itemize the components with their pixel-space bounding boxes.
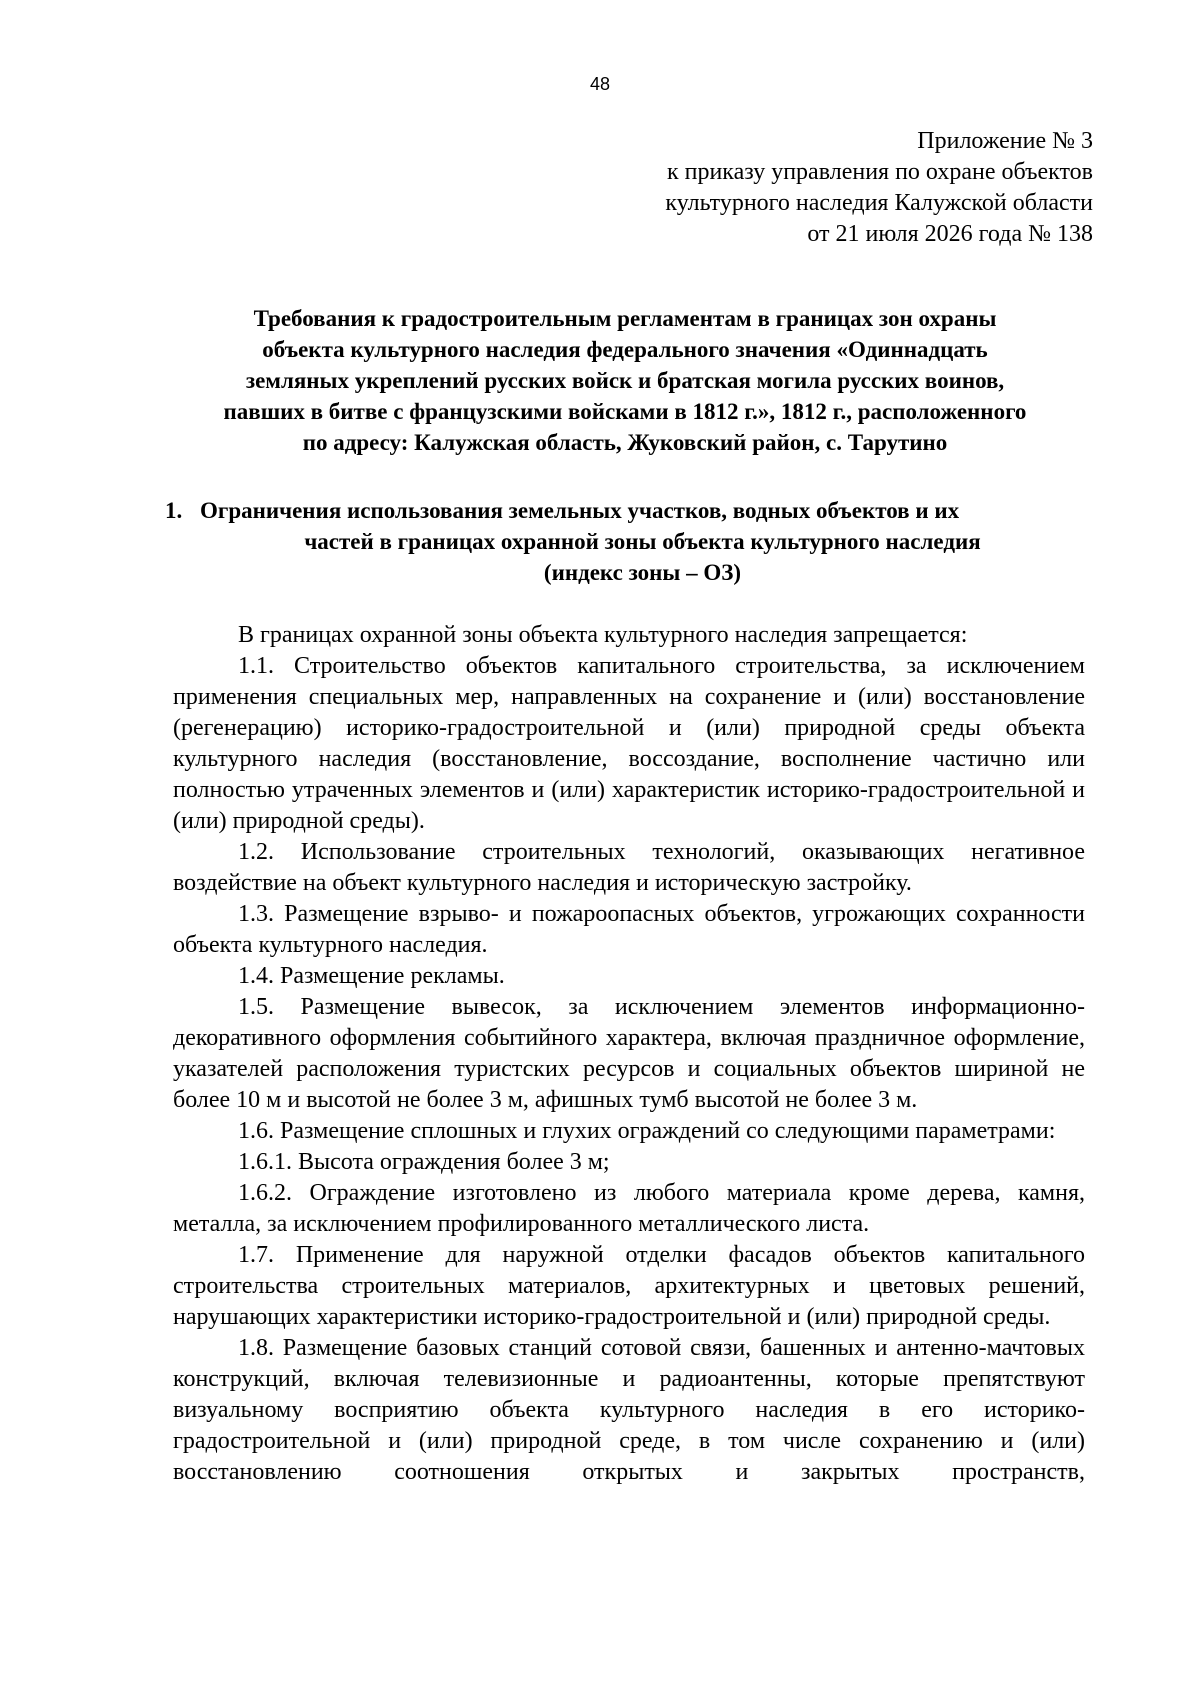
paragraph: 1.3. Размещение взрыво- и пожароопасных объектов, угрожающих сохранности объекта культурного наследия. bbox=[173, 901, 1085, 958]
annex-line: Приложение № 3 bbox=[917, 128, 1093, 154]
paragraph: 1.6.1. Высота ограждения более 3 м; bbox=[238, 1149, 610, 1175]
page-number: 48 bbox=[589, 74, 611, 94]
title-line: земляных укреплений русских войск и братская могила русских воинов, bbox=[245, 368, 1005, 393]
paragraph: 1.4. Размещение рекламы. bbox=[238, 963, 505, 989]
annex-line: от 21 июля 2026 года № 138 bbox=[807, 221, 1093, 247]
body-text bbox=[173, 620, 1085, 1488]
section-heading-text: Ограничения использования земельных участков, водных объектов и их bbox=[200, 498, 960, 523]
document-title bbox=[165, 303, 1085, 458]
title-line: объекта культурного наследия федерального значения «Одиннадцать bbox=[262, 337, 988, 362]
title-line: по адресу: Калужская область, Жуковский район, с. Тарутино bbox=[302, 430, 948, 455]
section-heading-line: частей в границах охранной зоны объекта культурного наследия bbox=[304, 529, 981, 554]
title-line: Требования к градостроительным регламентам в границах зон охраны bbox=[253, 306, 997, 331]
section-heading-line bbox=[165, 495, 1085, 526]
annex-line: культурного наследия Калужской области bbox=[665, 190, 1093, 216]
paragraph: 1.1. Строительство объектов капитального строительства, за исключением применения специальных мер, направленных на сохранение и (или) восстановление (регенерацию) историко-градостроительной и (или) природной среды объекта культурного наследия (восстановление, воссоздание, восполнение частично или полностью утраченных элементов и (или) характеристик историко-градостроительной и (или) природной среды). bbox=[173, 653, 1085, 834]
annex-block bbox=[493, 126, 1093, 250]
paragraph: 1.6.2. Ограждение изготовлено из любого материала кроме дерева, камня, металла, за исключением профилированного металлического листа. bbox=[173, 1180, 1085, 1237]
paragraph: 1.7. Применение для наружной отделки фасадов объектов капитального строительства строительных материалов, архитектурных и цветовых решений, нарушающих характеристики историко-градостроительной и (или) природной среды. bbox=[173, 1242, 1085, 1330]
paragraph: 1.8. Размещение базовых станций сотовой связи, башенных и антенно-мачтовых конструкций, включая телевизионные и радиоантенны, которые препятствуют визуальному восприятию объекта культурного наследия в его историко-градостроительной и (или) природной среде, в том числе сохранению и (или) восстановлению соотношения открытых и закрытых пространств, bbox=[173, 1335, 1085, 1485]
section-number: 1. bbox=[165, 498, 183, 523]
paragraph: 1.2. Использование строительных технологий, оказывающих негативное воздействие на объект культурного наследия и историческую застройку. bbox=[173, 839, 1085, 896]
title-line: павших в битве с французскими войсками в 1812 г.», 1812 г., расположенного bbox=[223, 399, 1027, 424]
section-heading bbox=[165, 495, 1085, 588]
annex-line: к приказу управления по охране объектов bbox=[666, 159, 1093, 185]
paragraph: В границах охранной зоны объекта культурного наследия запрещается: bbox=[238, 622, 968, 648]
section-heading-line: (индекс зоны – ОЗ) bbox=[543, 560, 742, 585]
paragraph: 1.5. Размещение вывесок, за исключением элементов информационно-декоративного оформления событийного характера, включая праздничное оформление, указателей расположения туристских ресурсов и социальных объектов шириной не более 10 м и высотой не более 3 м, афишных тумб высотой не более 3 м. bbox=[173, 994, 1085, 1113]
paragraph: 1.6. Размещение сплошных и глухих ограждений со следующими параметрами: bbox=[238, 1118, 1056, 1144]
